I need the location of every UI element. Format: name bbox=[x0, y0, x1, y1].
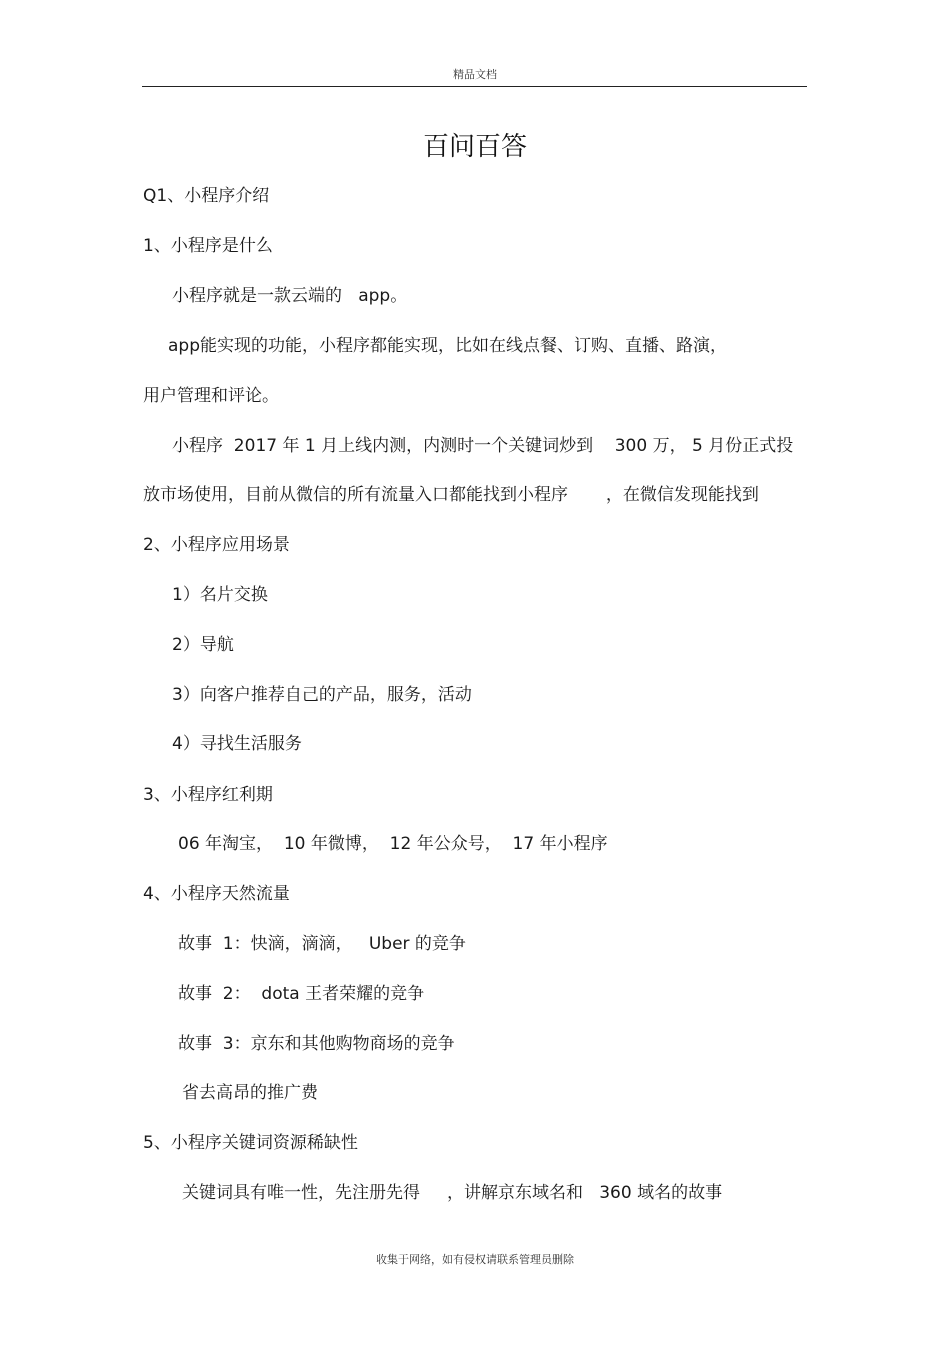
list-item: 4）寻找生活服务 bbox=[172, 734, 302, 754]
document-title: 百问百答 bbox=[422, 132, 527, 162]
paragraph-line: 放市场使用，目前从微信的所有流量入口都能找到小程序 ，在微信发现能找到 bbox=[143, 485, 759, 505]
paragraph-line: 省去高昂的推广费 bbox=[182, 1083, 318, 1103]
list-item: 2）导航 bbox=[172, 635, 234, 655]
list-item: 3）向客户推荐自己的产品，服务，活动 bbox=[172, 685, 472, 705]
paragraph-line: 06 年淘宝， 10 年微博， 12 年公众号， 17 年小程序 bbox=[178, 834, 608, 854]
paragraph-line: 用户管理和评论。 bbox=[143, 386, 279, 406]
page-header: 精品文档 bbox=[453, 68, 497, 81]
paragraph-line: app能实现的功能，小程序都能实现，比如在线点餐、订购、直播、路演， bbox=[168, 336, 727, 356]
list-item: 故事 2： dota 王者荣耀的竞争 bbox=[178, 984, 425, 1004]
list-item: 故事 3：京东和其他购物商场的竞争 bbox=[178, 1034, 455, 1054]
paragraph-line: 小程序就是一款云端的 app。 bbox=[172, 286, 408, 306]
page-footer: 收集于网络，如有侵权请联系管理员删除 bbox=[376, 1253, 574, 1266]
subsection-heading: 3、小程序红利期 bbox=[143, 785, 273, 805]
list-item: 故事 1：快滴，滴滴， Uber 的竞争 bbox=[178, 934, 466, 954]
paragraph-line: 关键词具有唯一性，先注册先得 ，讲解京东域名和 360 域名的故事 bbox=[182, 1183, 723, 1203]
subsection-heading: 2、小程序应用场景 bbox=[143, 535, 290, 555]
subsection-heading: 1、小程序是什么 bbox=[143, 236, 273, 256]
list-item: 1）名片交换 bbox=[172, 585, 268, 605]
header-divider bbox=[142, 86, 807, 87]
paragraph-line: 小程序 2017 年 1 月上线内测，内测时一个关键词炒到 300 万， 5 月份正式投 bbox=[172, 436, 794, 456]
section-heading: Q1、小程序介绍 bbox=[143, 186, 270, 206]
subsection-heading: 4、小程序天然流量 bbox=[143, 884, 290, 904]
subsection-heading: 5、小程序关键词资源稀缺性 bbox=[143, 1133, 358, 1153]
